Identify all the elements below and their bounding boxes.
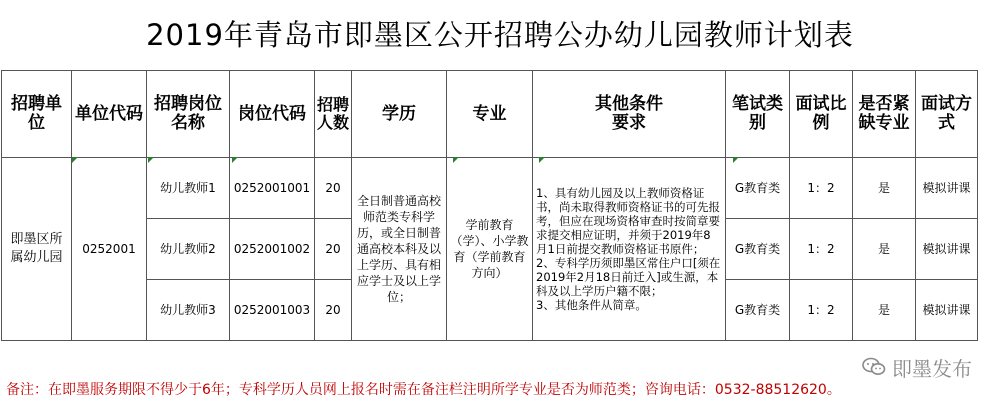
header-ratio: 面试比例: [790, 71, 853, 158]
header-education: 学历: [352, 71, 447, 158]
position-code-cell: 0252001002: [230, 219, 315, 280]
footer-note: 备注：在即墨服务期限不得少于6年；专科学历人员网上报名时需在备注栏注明所学专业是否为师范类；咨询电话：0532-88512620。: [6, 382, 841, 398]
ratio-cell: 1：2: [790, 219, 853, 280]
header-position-name: 招聘岗位名称: [147, 71, 230, 158]
ratio-cell: 1：2: [790, 280, 853, 341]
page-title: 2019年青岛市即墨区公开招聘公办幼儿园教师计划表: [146, 18, 854, 52]
position-name-cell: 幼儿教师2: [147, 219, 230, 280]
position-code-cell: 0252001001: [230, 158, 315, 219]
unit-code-cell: 0252001: [72, 158, 147, 341]
cell-comment-marker: [72, 157, 78, 163]
cell-comment-marker: [733, 157, 739, 163]
header-interview: 面试方式: [916, 71, 978, 158]
count-cell: 20: [315, 219, 352, 280]
header-unit-code: 单位代码: [72, 71, 147, 158]
interview-cell: 模拟讲课: [916, 280, 978, 341]
watermark-text: 即墨发布: [892, 356, 972, 381]
header-unit: 招聘单位: [2, 71, 72, 158]
shortage-cell: 是: [853, 219, 916, 280]
written-cell: G教育类: [726, 219, 790, 280]
header-other: 其他条件要求: [533, 71, 726, 158]
unit-cell: 即墨区所属幼儿园: [2, 158, 72, 341]
position-name-cell: 幼儿教师3: [147, 280, 230, 341]
recruitment-plan-table: [1, 70, 978, 341]
header-shortage: 是否紧缺专业: [853, 71, 916, 158]
header-position-code: 岗位代码: [230, 71, 315, 158]
header-major: 专业: [447, 71, 533, 158]
header-count: 招聘人数: [315, 71, 352, 158]
wechat-icon: [862, 357, 886, 377]
cell-comment-marker: [539, 157, 545, 163]
cell-comment-marker: [148, 157, 154, 163]
position-name-cell: 幼儿教师1: [147, 158, 230, 219]
shortage-cell: 是: [853, 158, 916, 219]
table-row: [2, 158, 978, 219]
interview-cell: 模拟讲课: [916, 219, 978, 280]
shortage-cell: 是: [853, 280, 916, 341]
watermark: [858, 352, 976, 382]
major-cell: 学前教育（学）、小学教育（学前教育方向）: [447, 158, 533, 341]
count-cell: 20: [315, 158, 352, 219]
other-conditions-cell: 1、具有幼儿园及以上教师资格证书，尚未取得教师资格证书的可先报考，但应在现场资格审查时按简章要求提交相应证明，并须于2019年8月1日前提交教师资格证书原件； 2、专科学历须即墨区常住户口[须在2019年2月18日前迁入]或生源，本科及以上学历户籍不限； 3、其他条件从简章。: [533, 158, 726, 341]
education-cell: 全日制普通高校师范类专科学历，或全日制普通高校本科及以上学历、具有相应学士及以上学位；: [352, 158, 447, 341]
cell-comment-marker: [232, 157, 238, 163]
interview-cell: 模拟讲课: [916, 158, 978, 219]
cell-comment-marker: [453, 157, 459, 163]
position-code-cell: 0252001003: [230, 280, 315, 341]
header-written: 笔试类别: [726, 71, 790, 158]
written-cell: G教育类: [726, 158, 790, 219]
count-cell: 20: [315, 280, 352, 341]
header-row: [2, 71, 978, 158]
ratio-cell: 1：2: [790, 158, 853, 219]
written-cell: G教育类: [726, 280, 790, 341]
